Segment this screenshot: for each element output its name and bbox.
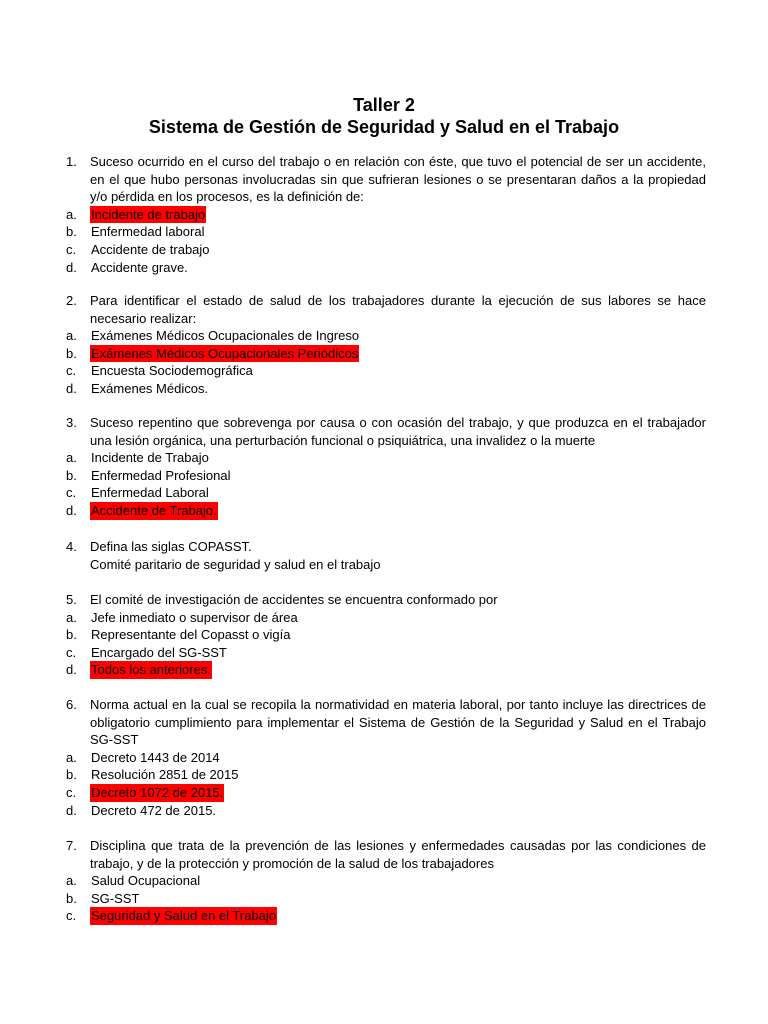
- option-a: [66, 749, 706, 767]
- question-text: Suceso ocurrido en el curso del trabajo o en relación con éste, que tuvo el potencial de ser un accidente, en el que hubo personas involucradas sin que sufrieran lesiones o se presentaran daños a la propiedad y/o pérdida en los procesos, es la definición de:: [90, 154, 706, 205]
- question-number: 5.: [66, 592, 77, 607]
- option-text: Salud Ocupacional: [91, 873, 201, 889]
- option-text: Accidente grave.: [91, 259, 188, 275]
- question-1: [66, 153, 706, 276]
- option-text-correct: Exámenes Médicos Ocupacionales Periódicos: [91, 345, 359, 361]
- option-letter: a.: [66, 749, 77, 765]
- option-text: SG-SST: [91, 890, 140, 906]
- question-7: [66, 837, 706, 925]
- option-c: [66, 241, 706, 259]
- question-text: El comité de investigación de accidentes se encuentra conformado por: [90, 592, 498, 607]
- option-b: [66, 345, 706, 363]
- document-subtitle: Sistema de Gestión de Seguridad y Salud en el Trabajo: [148, 117, 620, 137]
- option-a: [66, 449, 706, 467]
- option-c: [66, 362, 706, 380]
- option-letter: d.: [66, 502, 77, 518]
- option-letter: d.: [66, 802, 77, 818]
- option-text: Representante del Copasst o vigía: [91, 627, 291, 643]
- document-title: Taller 2: [353, 95, 415, 115]
- question-answer: Comité paritario de seguridad y salud en el trabajo: [90, 556, 381, 572]
- option-text: Exámenes Médicos.: [91, 380, 209, 396]
- option-letter: c.: [66, 241, 77, 257]
- option-b: [66, 223, 706, 241]
- option-text: Decreto 472 de 2015.: [91, 802, 217, 818]
- question-text: Para identificar el estado de salud de los trabajadores durante la ejecución de sus labores se hace necesario realizar:: [90, 293, 706, 326]
- option-d: [66, 259, 706, 277]
- option-text: Encuesta Sociodemográfica: [91, 363, 253, 379]
- option-d: [66, 802, 706, 820]
- question-2: [66, 292, 706, 398]
- option-b: [66, 766, 706, 784]
- option-d: [66, 380, 706, 398]
- option-d: [66, 502, 706, 520]
- option-c: [66, 484, 706, 502]
- option-text-correct: Decreto 1072 de 2015.: [91, 784, 224, 800]
- option-letter: c.: [66, 485, 77, 501]
- option-letter: c.: [66, 908, 77, 924]
- question-text: Suceso repentino que sobrevenga por causa o con ocasión del trabajo, y que produzca en el trabajador una lesión orgánica, una perturbación funcional o psiquiátrica, una invalidez o la muerte: [90, 415, 706, 448]
- option-letter: c.: [66, 363, 77, 379]
- question-5: [66, 591, 706, 679]
- question-number: 1.: [66, 154, 77, 169]
- option-text: Enfermedad Laboral: [91, 485, 209, 501]
- option-letter: b.: [66, 224, 77, 240]
- option-letter: b.: [66, 467, 77, 483]
- option-text: Accidente de trabajo: [91, 241, 210, 257]
- question-text: Disciplina que trata de la prevención de las lesiones y enfermedades causadas por las condiciones de trabajo, y de la protección y promoción de la salud de los trabajadores: [90, 838, 706, 871]
- option-b: [66, 626, 706, 644]
- option-text: Enfermedad laboral: [91, 224, 205, 240]
- option-a: [66, 872, 706, 890]
- option-letter: a.: [66, 873, 77, 889]
- question-text: Norma actual en la cual se recopila la normatividad en materia laboral, por tanto incluye las directrices de obligatorio cumplimiento para implementar el Sistema de Gestión de la Seguridad y Salud en el Trabajo SG-SST: [90, 697, 706, 748]
- option-text: Resolución 2851 de 2015: [91, 767, 239, 783]
- option-letter: c.: [66, 784, 77, 800]
- option-letter: a.: [66, 328, 77, 344]
- option-letter: d.: [66, 380, 77, 396]
- option-letter: a.: [66, 206, 77, 222]
- option-letter: b.: [66, 627, 77, 643]
- question-number: 7.: [66, 838, 77, 853]
- option-text: Jefe inmediato o supervisor de área: [91, 609, 298, 625]
- option-letter: b.: [66, 890, 77, 906]
- option-letter: b.: [66, 345, 77, 361]
- option-letter: c.: [66, 644, 77, 660]
- option-text-correct: Todos los anteriores.: [91, 662, 211, 678]
- option-letter: a.: [66, 450, 77, 466]
- option-text: Incidente de Trabajo: [91, 450, 209, 466]
- question-number: 2.: [66, 293, 77, 308]
- question-number: 4.: [66, 539, 77, 554]
- option-text: Decreto 1443 de 2014: [91, 749, 220, 765]
- question-number: 6.: [66, 697, 77, 712]
- option-text: Encargado del SG-SST: [91, 644, 227, 660]
- option-b: [66, 890, 706, 908]
- option-b: [66, 467, 706, 485]
- option-letter: b.: [66, 767, 77, 783]
- option-text: Enfermedad Profesional: [91, 467, 231, 483]
- option-a: [66, 327, 706, 345]
- option-letter: d.: [66, 259, 77, 275]
- option-text-correct: Seguridad y Salud en el Trabajo: [91, 908, 277, 924]
- option-a: [66, 206, 706, 224]
- question-3: [66, 414, 706, 520]
- option-a: [66, 609, 706, 627]
- option-c: [66, 907, 706, 925]
- option-letter: a.: [66, 609, 77, 625]
- question-text: Defina las siglas COPASST.: [90, 539, 252, 554]
- option-c: [66, 784, 706, 802]
- option-d: [66, 661, 706, 679]
- option-text-correct: Accidente de Trabajo.: [91, 502, 217, 518]
- question-6: [66, 696, 706, 819]
- option-letter: d.: [66, 662, 77, 678]
- question-4: [66, 538, 706, 573]
- option-text-correct: Incidente de trabajo: [91, 206, 206, 222]
- option-text: Exámenes Médicos Ocupacionales de Ingreso: [91, 328, 360, 344]
- question-number: 3.: [66, 415, 77, 430]
- option-c: [66, 644, 706, 662]
